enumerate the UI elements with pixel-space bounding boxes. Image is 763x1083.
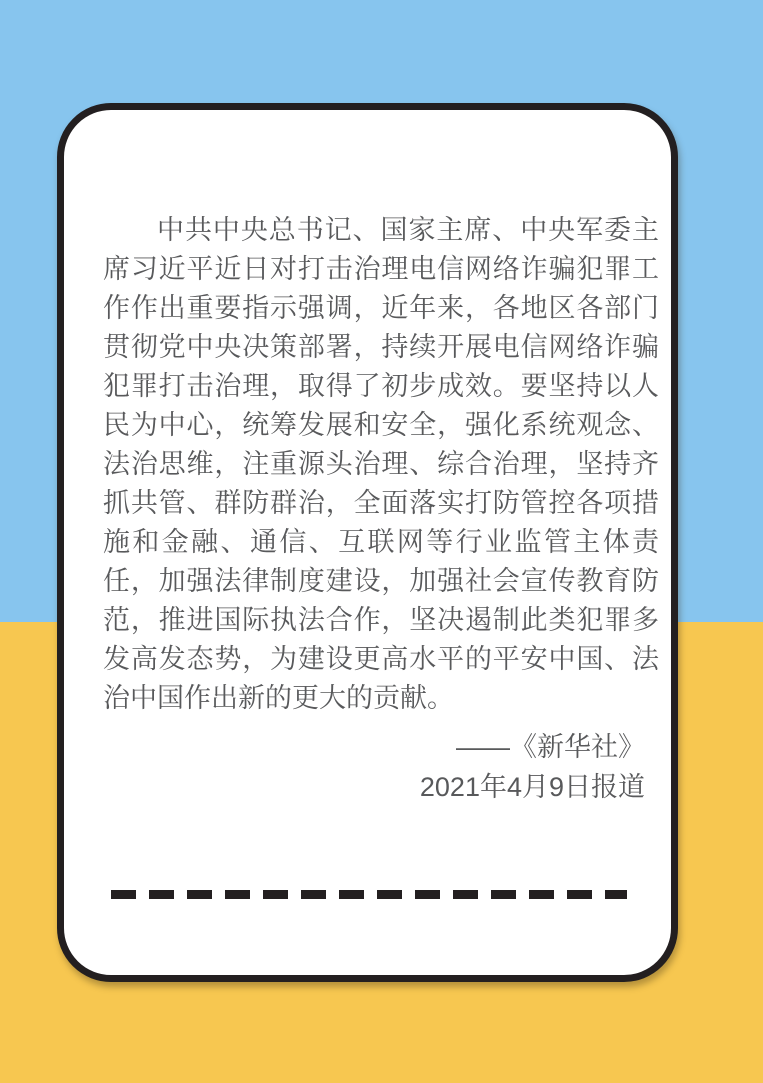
attribution-block: [420, 727, 645, 807]
attribution-date: 2021年4月9日报道: [419, 772, 645, 802]
dashed-divider: [111, 890, 627, 899]
quote-card: [57, 103, 678, 982]
quote-paragraph: 中共中央总书记、国家主席、中央军委主席习近平近日对打击治理电信网络诈骗犯罪工作作出重要指示强调，近年来，各地区各部门贯彻党中央决策部署，持续开展电信网络诈骗犯罪打击治理，取得了初步成效。要坚持以人民为中心，统筹发展和安全，强化系统观念、法治思维，注重源头治理、综合治理，坚持齐抓共管、群防群治，全面落实打防管控各项措施和金融、通信、互联网等行业监管主体责任，加强法律制度建设，加强社会宣传教育防范，推进国际执法合作，坚决遏制此类犯罪多发高发态势，为建设更高水平的平安中国、法治中国作出新的更大的贡献。: [103, 215, 659, 713]
attribution-source: ——《新华社》: [456, 732, 645, 762]
